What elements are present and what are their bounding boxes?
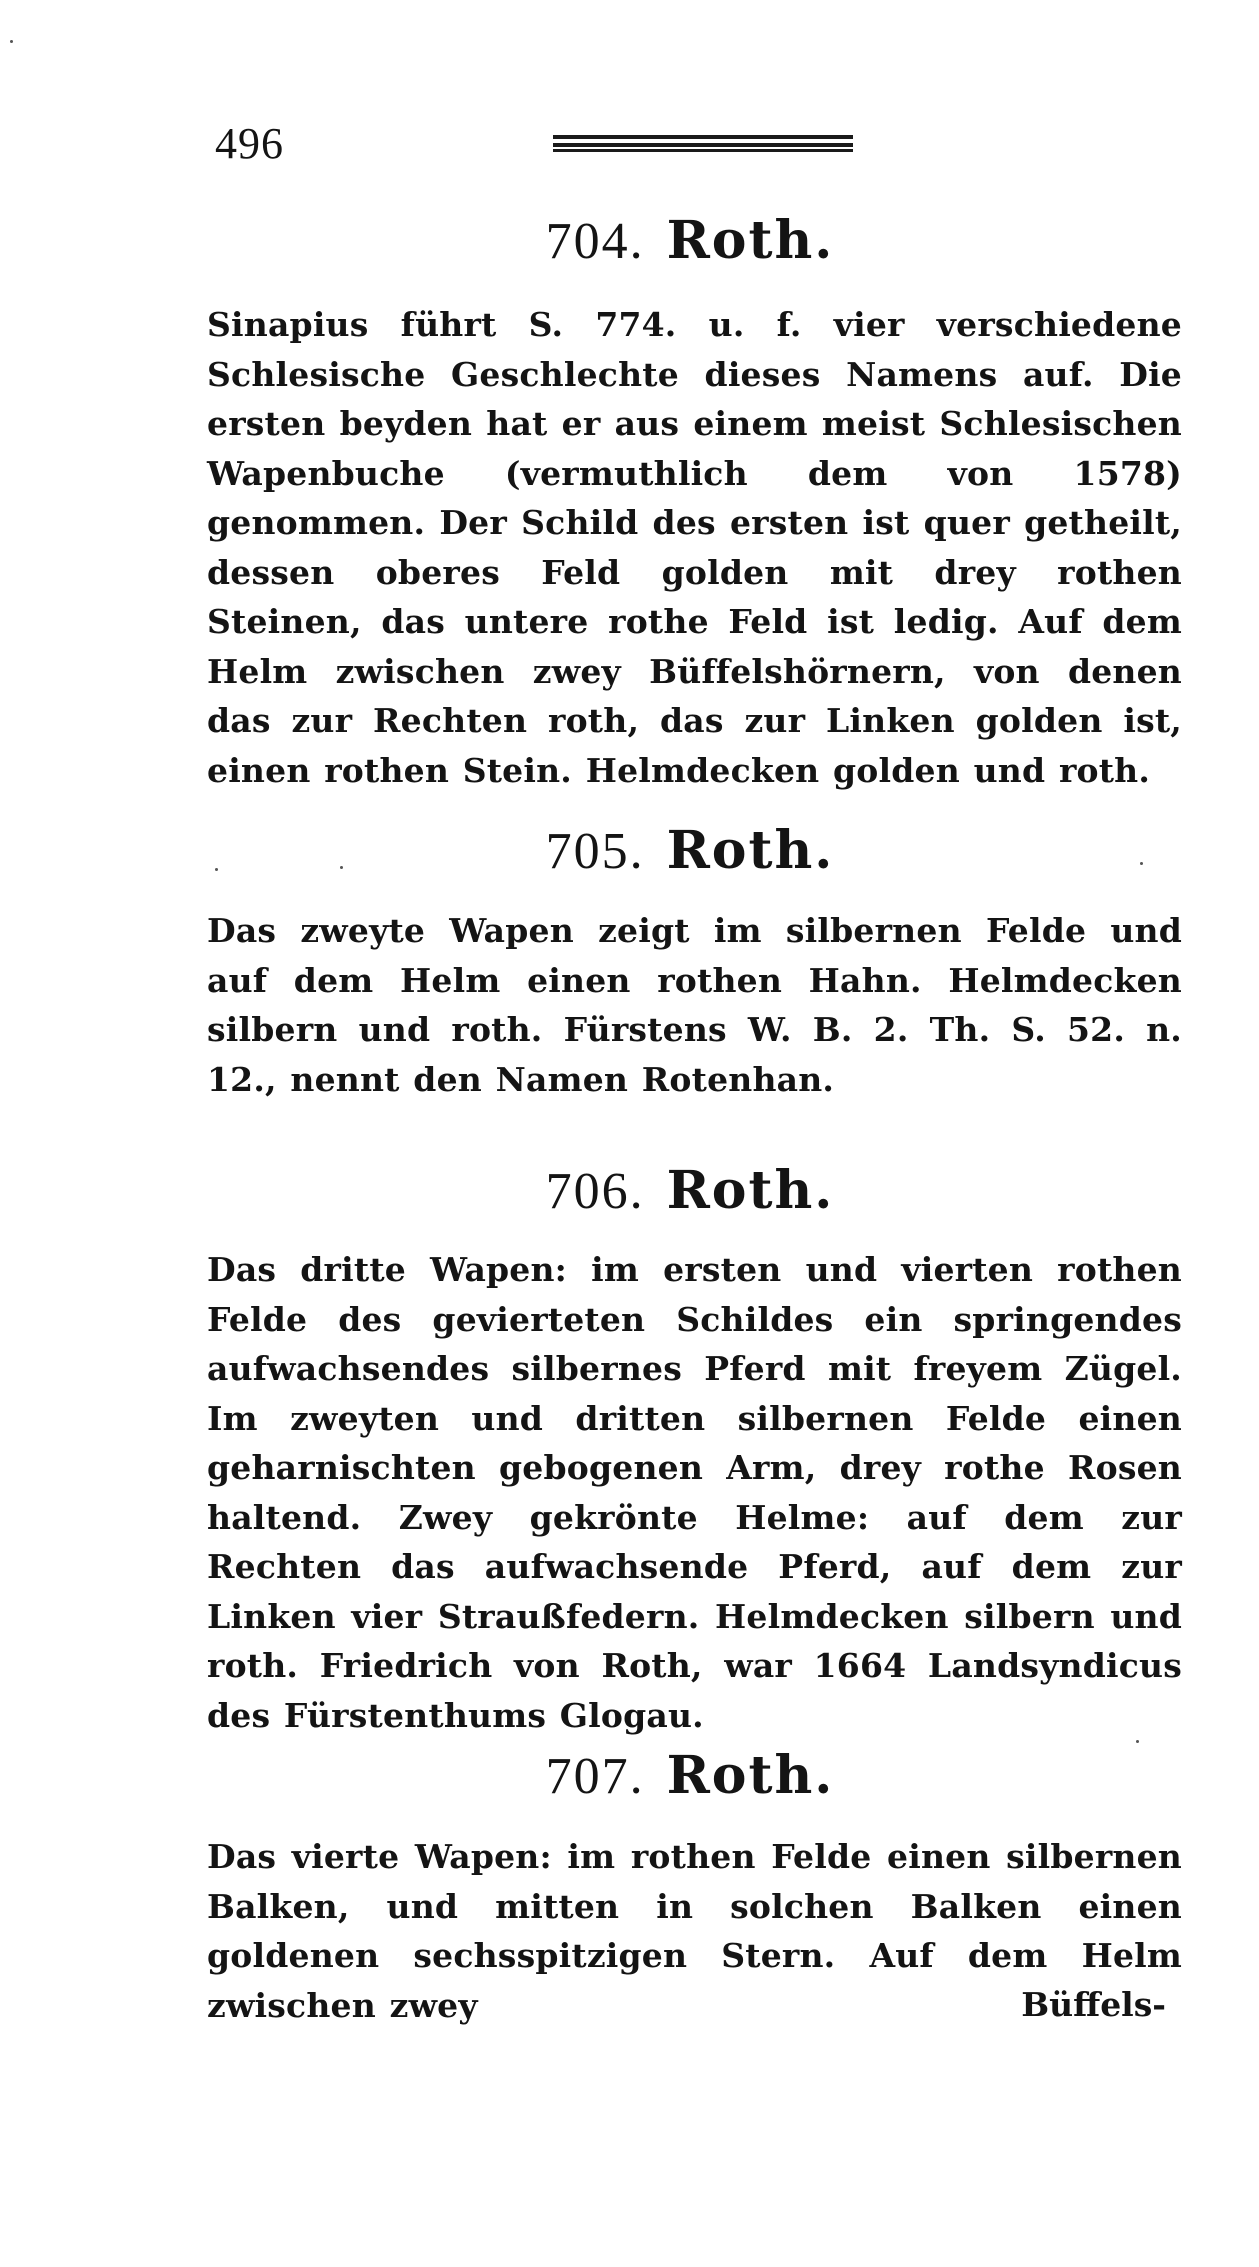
entry-number: 704. bbox=[545, 213, 645, 270]
header-rule-line bbox=[553, 135, 853, 139]
entry-title bbox=[205, 210, 1175, 271]
entry-title bbox=[205, 1160, 1175, 1221]
header-rule bbox=[553, 135, 853, 151]
entry-name: Roth. bbox=[666, 820, 835, 881]
paper-speck bbox=[10, 40, 13, 43]
entry-name: Roth. bbox=[666, 1745, 835, 1806]
paper-speck bbox=[1140, 862, 1143, 865]
entry-text: Sinapius führt S. 774. u. f. vier verschiedene Schlesische Geschlechte dieses Namens auf. Die ersten beyden hat er aus einem meist Schlesischen Wapenbuche (vermuthlich dem von 1578) genommen. Der Schild des ersten ist quer getheilt, dessen oberes Feld golden mit drey rothen Steinen, das untere rothe Feld ist ledig. Auf dem Helm zwischen zwey Büffelshörnern, von denen das zur Rechten roth, das zur Linken golden ist, einen rothen Stein. Helmdecken golden und roth. bbox=[207, 305, 1182, 790]
entry-number: 706. bbox=[545, 1163, 645, 1220]
entry-name: Roth. bbox=[666, 210, 835, 271]
paper-speck bbox=[340, 866, 343, 869]
entry-text: Das vierte Wapen: im rothen Felde einen silbernen Balken, und mitten in solchen Balken einen goldenen sechsspitzigen Stern. Auf dem Helm zwischen zwey bbox=[207, 1837, 1182, 2025]
entry-title bbox=[205, 820, 1175, 881]
entry-name: Roth. bbox=[666, 1160, 835, 1221]
header-rule-line bbox=[553, 143, 853, 147]
entry-text: Das zweyte Wapen zeigt im silbernen Felde und auf dem Helm einen rothen Hahn. Helmdecken silbern und roth. Fürstens W. B. 2. Th. S. 52. n. 12., nennt den Namen Rotenhan. bbox=[207, 911, 1182, 1099]
entry-number: 705. bbox=[545, 823, 645, 880]
page-number: 496 bbox=[215, 119, 284, 168]
entry-text: Das dritte Wapen: im ersten und vierten rothen Felde des gevierteten Schildes ein springendes aufwachsendes silbernes Pferd mit freyem Zügel. Im zweyten und dritten silbernen Felde einen geharnischten gebogenen Arm, drey rothe Rosen haltend. Zwey gekrönte Helme: auf dem zur Rechten das aufwachsende Pferd, auf dem zur Linken vier Straußfedern. Helmdecken silbern und roth. Friedrich von Roth, war 1664 Landsyndicus des Fürstenthums Glogau. bbox=[207, 1250, 1182, 1735]
entry-number: 707. bbox=[545, 1748, 645, 1805]
catchword: Büffels- bbox=[1021, 1985, 1166, 2024]
paper-speck bbox=[215, 868, 218, 871]
header-rule-line bbox=[553, 149, 853, 152]
entry-title bbox=[205, 1745, 1175, 1806]
paper-speck bbox=[1136, 1740, 1139, 1743]
